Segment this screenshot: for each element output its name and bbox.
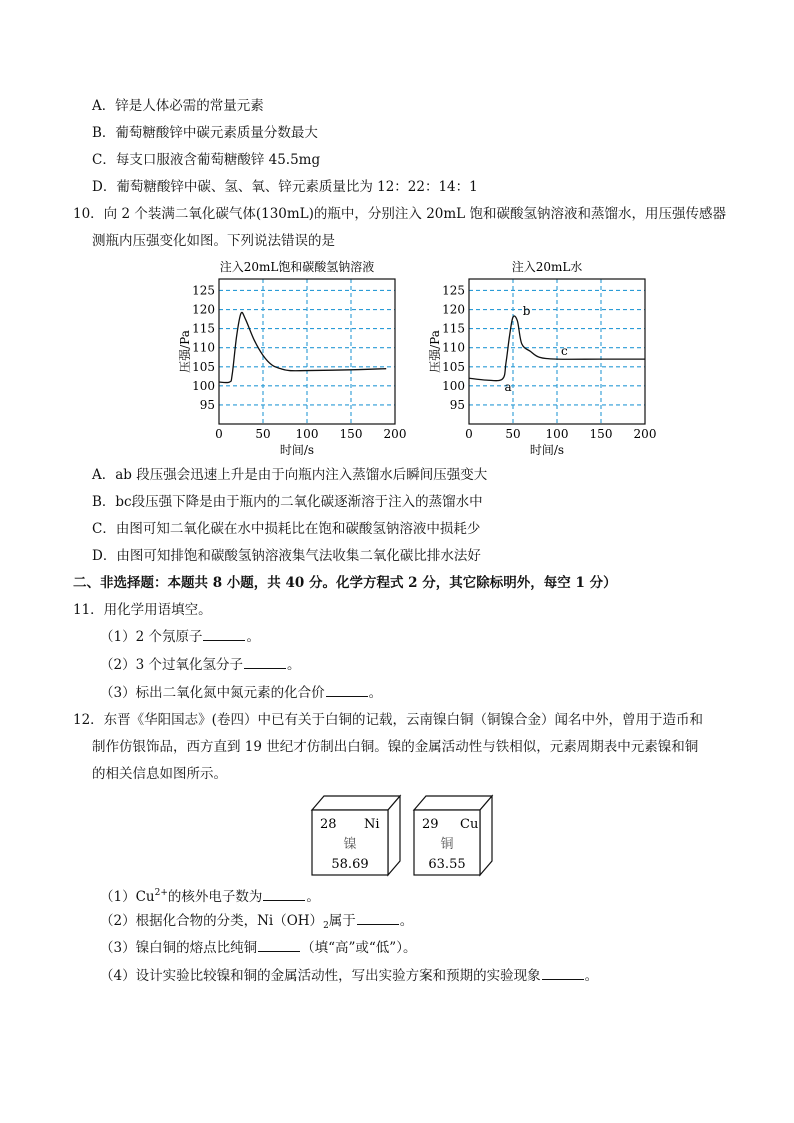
x-tick-label: 100 — [295, 427, 319, 441]
q11-part3-text: （3）标出二氧化氮中氮元素的化合价 — [100, 685, 325, 701]
x-tick-label: 200 — [383, 427, 407, 441]
ni-atomic-mass: 58.69 — [331, 857, 369, 872]
ni-atomic-number: 28 — [320, 817, 337, 832]
q12-part1-prefix: （1）Cu — [100, 889, 155, 905]
q12-part2-end: 。 — [399, 913, 414, 929]
curve-point-label-c: c — [561, 344, 568, 359]
q12-stem-line3: 的相关信息如图所示。 — [92, 766, 227, 782]
q12-stem-line1: 12．东晋《华阳国志》(卷四）中已有关于白铜的记载，云南镍白铜（铜镍合金）闻名中外，曾用于造币和 — [73, 712, 703, 728]
answer-blank[interactable] — [542, 967, 584, 980]
q11-part1 — [100, 627, 260, 647]
answer-blank[interactable] — [357, 912, 399, 925]
cu-atomic-number: 29 — [422, 817, 439, 832]
q10-stem-line1: 10．向 2 个装满二氧化碳气体(130mL)的瓶中，分别注入 20mL 饱和碳酸氢钠溶液和蒸馏水，用压强传感器 — [73, 206, 726, 222]
y-axis-label: 压强/Pa — [428, 330, 442, 373]
q9-option-a: A．锌是人体必需的常量元素 — [92, 98, 264, 114]
q12-part2-prefix: （2）根据化合物的分类，Ni（OH） — [100, 913, 324, 929]
y-tick-label: 120 — [192, 302, 215, 317]
charge-superscript: 2+ — [154, 888, 168, 898]
cu-atomic-mass: 63.55 — [428, 857, 466, 872]
x-tick-label: 0 — [465, 427, 473, 441]
q11-part2-end: 。 — [286, 657, 301, 673]
q11-stem: 11．用化学用语填空。 — [73, 602, 212, 618]
q10-option-c: C．由图可知二氧化碳在水中损耗比在饱和碳酸氢钠溶液中损耗少 — [92, 521, 481, 537]
y-tick-label: 125 — [442, 283, 465, 298]
y-axis-label: 压强/Pa — [178, 330, 192, 373]
curve-point-label-b: b — [522, 304, 531, 319]
periodic-element-cubes — [300, 790, 500, 880]
q12-stem-line2: 制作仿银饰品，西方直到 19 世纪才仿制出白铜。镍的金属活动性与铁相似，元素周期表中元素镍和铜 — [92, 739, 699, 755]
y-tick-label: 120 — [442, 302, 465, 317]
q10-option-d: D．由图可知排饱和碳酸氢钠溶液集气法收集二氧化碳比排水法好 — [92, 548, 481, 564]
y-tick-label: 95 — [199, 397, 215, 412]
y-tick-label: 115 — [442, 321, 465, 336]
x-tick-label: 150 — [339, 427, 363, 441]
q10-option-a: A．ab 段压强会迅速上升是由于向瓶内注入蒸馏水后瞬间压强变大 — [92, 467, 488, 483]
q12-part2-text: 属于 — [328, 913, 356, 929]
ni-name: 镍 — [343, 837, 357, 852]
y-tick-label: 95 — [449, 397, 465, 412]
q12-part4 — [100, 966, 598, 986]
x-tick-label: 50 — [255, 427, 271, 441]
q12-part3-end: （填“高”或“低”）。 — [301, 940, 417, 956]
section2-title: 二、非选择题：本题共 8 小题，共 40 分。化学方程式 2 分，其它除标明外，每空 1 分） — [73, 575, 617, 591]
curve-point-label-a: a — [504, 379, 512, 394]
ni-symbol: Ni — [364, 817, 380, 832]
chart-title: 注入20mL水 — [511, 260, 583, 274]
q12-part2 — [100, 911, 413, 936]
cu-symbol: Cu — [460, 817, 479, 832]
q11-part2 — [100, 655, 300, 675]
q12-part4-text: （4）设计实验比较镍和铜的金属活动性，写出实验方案和预期的实验现象 — [100, 968, 541, 984]
y-tick-label: 100 — [192, 378, 215, 393]
x-tick-label: 200 — [633, 427, 657, 441]
answer-blank[interactable] — [244, 656, 286, 669]
q11-part1-end: 。 — [246, 629, 260, 645]
q11-part1-text: （1）2 个氖原子 — [100, 629, 203, 645]
chart-title: 注入20mL饱和碳酸氢钠溶液 — [219, 260, 375, 274]
q10-option-b: B．bc段压强下降是由于瓶内的二氧化碳逐渐溶于注入的蒸馏水中 — [92, 494, 483, 510]
x-axis-label: 时间/s — [529, 443, 565, 457]
y-tick-label: 105 — [442, 359, 465, 374]
answer-blank[interactable] — [326, 684, 368, 697]
answer-blank[interactable] — [263, 888, 305, 901]
q12-part1-end: 。 — [306, 889, 320, 905]
x-tick-label: 150 — [589, 427, 613, 441]
q9-option-b: B．葡萄糖酸锌中碳元素质量分数最大 — [92, 125, 318, 141]
y-tick-label: 115 — [192, 321, 215, 336]
q12-part3 — [100, 938, 416, 958]
q9-option-d: D．葡萄糖酸锌中碳、氢、氧、锌元素质量比为 12：22：14：1 — [92, 179, 478, 195]
q11-part3 — [100, 683, 382, 703]
answer-blank[interactable] — [203, 628, 245, 641]
q9-option-c: C．每支口服液含葡萄糖酸锌 45.5mg — [92, 152, 321, 168]
q10-pressure-charts — [0, 0, 794, 470]
y-tick-label: 110 — [442, 340, 465, 355]
q12-part3-text: （3）镍白铜的熔点比纯铜 — [100, 940, 258, 956]
q10-stem-line2: 测瓶内压强变化如图。下列说法错误的是 — [92, 233, 335, 249]
x-tick-label: 0 — [215, 427, 223, 441]
q12-part4-end: 。 — [584, 968, 599, 984]
answer-blank[interactable] — [258, 939, 300, 952]
cu-name: 铜 — [440, 837, 454, 852]
q12-part1-text: 的核外电子数为 — [167, 889, 263, 905]
x-tick-label: 50 — [505, 427, 521, 441]
y-tick-label: 110 — [192, 340, 215, 355]
x-axis-label: 时间/s — [279, 443, 315, 457]
q12-part1 — [100, 883, 320, 907]
formula-subscript: 2 — [323, 921, 329, 931]
y-tick-label: 105 — [192, 359, 215, 374]
q11-part3-end: 。 — [368, 685, 383, 701]
y-tick-label: 100 — [442, 378, 465, 393]
y-tick-label: 125 — [192, 283, 215, 298]
x-tick-label: 100 — [545, 427, 569, 441]
q11-part2-text: （2）3 个过氧化氢分子 — [100, 657, 243, 673]
